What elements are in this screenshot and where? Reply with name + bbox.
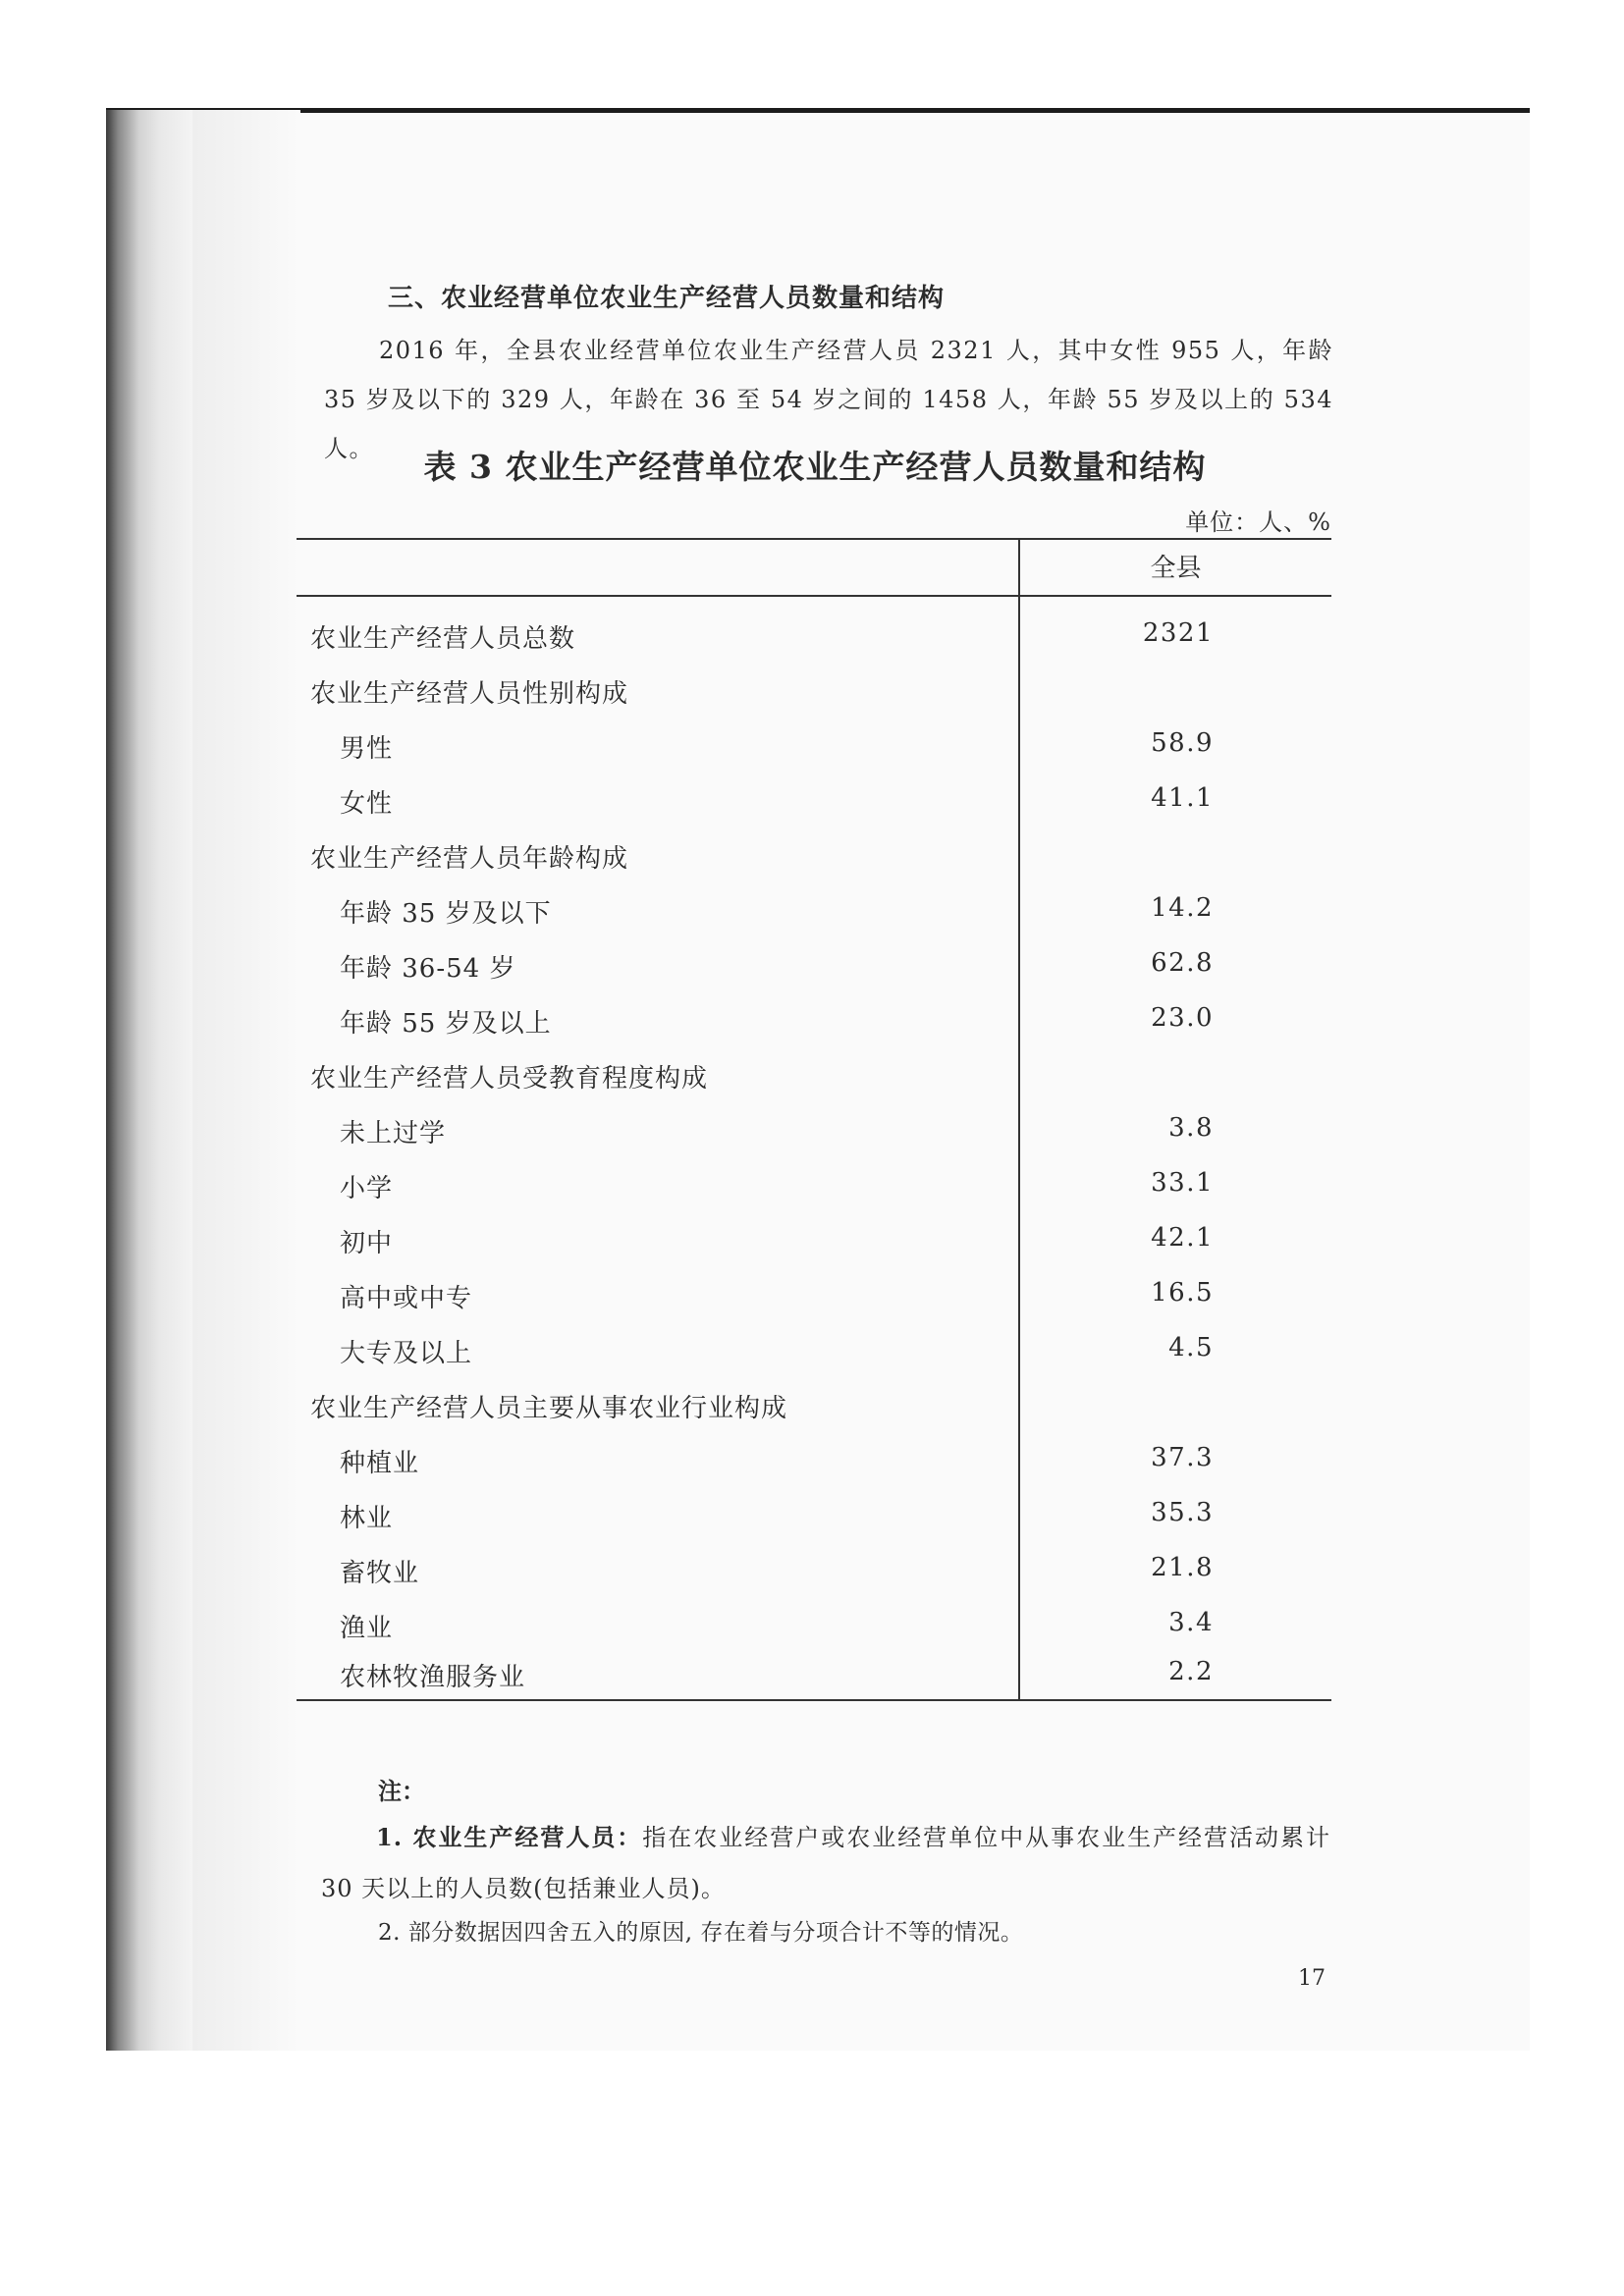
row-value: 16.5: [1151, 1278, 1214, 1308]
table-header-rule: [297, 595, 1331, 597]
row-value: 14.2: [1151, 893, 1214, 923]
row-label: 初中: [340, 1229, 394, 1258]
table-row: [297, 827, 1331, 881]
table-row: [297, 772, 1331, 827]
row-value: 33.1: [1151, 1168, 1214, 1198]
row-label: 农业生产经营人员性别构成: [310, 679, 629, 709]
row-label: 农业生产经营人员主要从事农业行业构成: [310, 1394, 788, 1423]
row-value: 3.4: [1168, 1608, 1214, 1637]
table-row: [297, 1156, 1331, 1211]
table-row: [297, 881, 1331, 936]
note-1: [321, 1812, 1330, 1914]
table-row: [297, 717, 1331, 772]
row-label: 渔业: [340, 1614, 394, 1643]
table-row: [297, 1645, 1331, 1700]
row-label: 男性: [340, 734, 394, 764]
row-label: 农业生产经营人员受教育程度构成: [310, 1064, 709, 1094]
table-row: [297, 1486, 1331, 1541]
table-row: [297, 662, 1331, 717]
table-row: [297, 607, 1331, 662]
row-label: 林业: [340, 1504, 394, 1533]
table-unit: 单位：人、%: [1185, 508, 1331, 536]
table-row: [297, 1321, 1331, 1376]
row-value: 21.8: [1151, 1553, 1214, 1582]
row-value: 62.8: [1151, 948, 1214, 978]
table-row: [297, 936, 1331, 991]
column-header: 全县: [1150, 554, 1202, 583]
row-value: 3.8: [1168, 1113, 1214, 1143]
table-row: [297, 1431, 1331, 1486]
intro-paragraph: 2016 年，全县农业经营单位农业生产经营人员 2321 人，其中女性 955 人，年龄 35 岁及以下的 329 人，年龄在 36 至 54 岁之间的 1458 人，年龄 55 岁及以上的 534 人。: [324, 337, 1333, 462]
table-row: [297, 1596, 1331, 1651]
note-1-term: 1. 农业生产经营人员：: [376, 1823, 643, 1851]
row-label: 高中或中专: [340, 1284, 473, 1313]
row-label: 种植业: [340, 1449, 420, 1478]
row-label: 农林牧渔服务业: [340, 1663, 526, 1692]
row-value: 42.1: [1151, 1223, 1214, 1253]
notes-title: 注：: [378, 1777, 425, 1805]
section-heading: 三、农业经营单位农业生产经营人员数量和结构: [388, 284, 946, 313]
table-row: [297, 1101, 1331, 1156]
table-row: [297, 991, 1331, 1046]
book-spine-shadow: [106, 110, 192, 2051]
row-label: 农业生产经营人员总数: [310, 624, 576, 654]
row-value: 37.3: [1151, 1443, 1214, 1472]
page-gutter-shade: [192, 110, 300, 2051]
row-value: 23.0: [1151, 1003, 1214, 1033]
row-label: 年龄 35 岁及以下: [340, 899, 552, 929]
note-2: 2. 部分数据因四舍五入的原因, 存在着与分项合计不等的情况。: [378, 1920, 1024, 1946]
table-row: [297, 1266, 1331, 1321]
table-row: [297, 1211, 1331, 1266]
row-label: 畜牧业: [340, 1559, 420, 1588]
row-label: 小学: [340, 1174, 394, 1203]
row-value: 41.1: [1151, 783, 1214, 813]
row-label: 农业生产经营人员年龄构成: [310, 844, 629, 874]
row-value: 58.9: [1151, 728, 1214, 758]
note-1-text: 指在农业经营户或农业经营单位中从事农业生产经营活动累计 30 天以上的人员数(包括兼业人员)。: [321, 1824, 1330, 1902]
row-value: 2.2: [1168, 1657, 1214, 1686]
table-top-rule: [297, 538, 1331, 540]
row-label: 未上过学: [340, 1119, 447, 1148]
page-number: 17: [1298, 1966, 1326, 1991]
table-row: [297, 1541, 1331, 1596]
row-value: 35.3: [1151, 1498, 1214, 1527]
row-label: 大专及以上: [340, 1339, 473, 1368]
row-value: 4.5: [1168, 1333, 1214, 1362]
row-label: 年龄 55 岁及以上: [340, 1009, 552, 1039]
scan-top-edge: [106, 108, 1530, 113]
row-label: 年龄 36-54 岁: [340, 954, 516, 984]
table-row: [297, 1046, 1331, 1101]
table-title: 表 3 农业生产经营单位农业生产经营人员数量和结构: [423, 448, 1207, 486]
row-value: 2321: [1142, 618, 1214, 648]
table-row: [297, 1376, 1331, 1431]
data-table: [297, 538, 1331, 1701]
row-label: 女性: [340, 789, 394, 819]
